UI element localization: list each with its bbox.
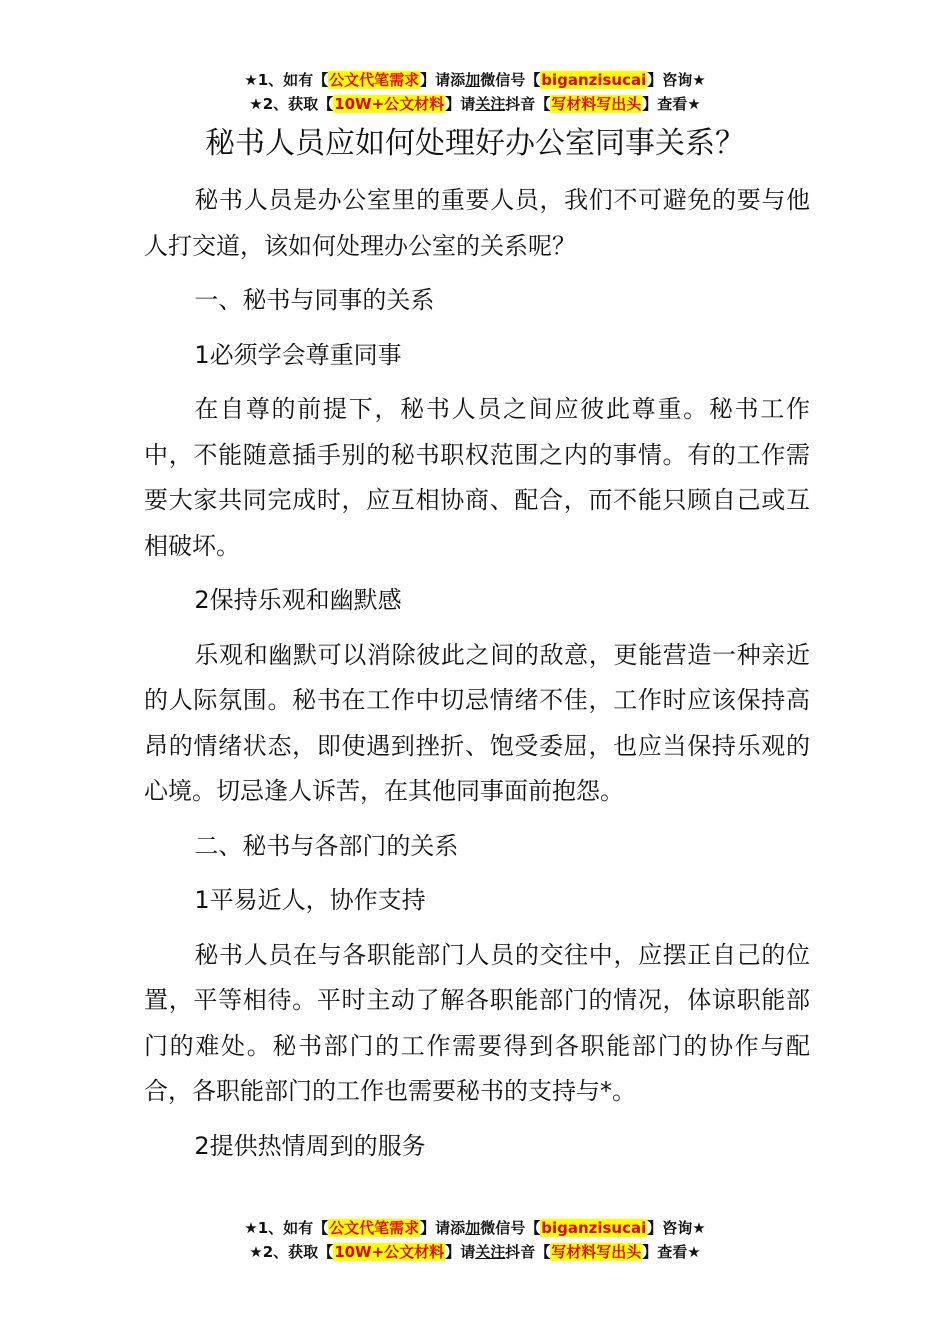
banner-highlight: 10W+公文材料: [334, 1243, 445, 1261]
banner-highlight: 公文代笔需求: [329, 71, 420, 89]
banner-text: 】请: [445, 1243, 476, 1261]
paragraph-departments: 秘书人员在与各职能部门人员的交往中，应摆正自己的位置，平等相待。平时主动了解各职能部门的情况，体谅职能部门的难处。秘书部门的工作需要得到各职能部门的协作与配合，各职能部门的工作也需要秘书的支持与*。: [144, 940, 810, 1105]
banner-text: 】请: [445, 95, 476, 113]
banner-underlined-text: 关注: [475, 95, 506, 113]
banner-text: 抖音【: [505, 95, 551, 113]
subheading-1-2: 2保持乐观和幽默感: [194, 586, 402, 614]
banner-wechat-id: biganzisucai: [541, 71, 647, 89]
subheading-2-2: 2提供热情周到的服务: [194, 1131, 426, 1160]
banner-text: 】查看★: [642, 1243, 701, 1261]
banner-wechat-id: biganzisucai: [541, 1219, 647, 1237]
banner-line-2: [0, 1240, 950, 1264]
banner-douyin-name: 写材料写出头: [551, 1243, 642, 1261]
banner-text: 抖音【: [505, 1243, 551, 1261]
banner-highlight: 10W+公文材料: [334, 95, 445, 113]
banner-text: 】请添: [420, 1219, 466, 1237]
banner-text: 微信号【: [480, 71, 541, 89]
banner-text: ★2、获取【: [249, 1243, 334, 1261]
banner-line-2: [0, 92, 950, 116]
banner-text: ★1、如有【: [244, 71, 329, 89]
banner-text: 】咨询★: [647, 1219, 706, 1237]
header-banner: [0, 68, 950, 116]
subheading-1-1: 1必须学会尊重同事: [194, 340, 402, 369]
document-title: 秘书人员应如何处理好办公室同事关系？: [205, 126, 745, 161]
banner-line-1: [0, 1216, 950, 1240]
footer-banner: [0, 1216, 950, 1264]
banner-underlined-text: 关注: [475, 1243, 506, 1261]
banner-text: 】咨询★: [647, 71, 706, 89]
banner-douyin-name: 写材料写出头: [551, 95, 642, 113]
section-heading-2: 二、秘书与各部门的关系: [194, 831, 459, 860]
banner-text: 】请添: [420, 71, 466, 89]
paragraph-intro: 秘书人员是办公室里的重要人员，我们不可避免的要与他人打交道，该如何处理办公室的关系呢？: [144, 186, 810, 260]
banner-text: ★1、如有【: [244, 1219, 329, 1237]
banner-underlined-text: 加: [465, 1219, 481, 1237]
banner-text: 微信号【: [480, 1219, 541, 1237]
subheading-2-1: 1平易近人，协作支持: [194, 886, 426, 914]
banner-underlined-text: 加: [465, 71, 481, 89]
paragraph-respect: 在自尊的前提下，秘书人员之间应彼此尊重。秘书工作中，不能随意插手别的秘书职权范围之内的事情。有的工作需要大家共同完成时，应互相协商、配合，而不能只顾自己或互相破坏。: [144, 395, 810, 560]
banner-text: ★2、获取【: [249, 95, 334, 113]
banner-highlight: 公文代笔需求: [329, 1219, 420, 1237]
document-body: [144, 178, 810, 1178]
section-heading-1: 一、秘书与同事的关系: [194, 286, 435, 314]
banner-line-1: [0, 68, 950, 92]
paragraph-optimism: 乐观和幽默可以消除彼此之间的敌意，更能营造一种亲近的人际氛围。秘书在工作中切忌情绪不佳，工作时应该保持高昂的情绪状态，即使遇到挫折、饱受委屈，也应当保持乐观的心境。切忌逢人诉苦，在其他同事面前抱怨。: [144, 640, 810, 805]
banner-text: 】查看★: [642, 95, 701, 113]
